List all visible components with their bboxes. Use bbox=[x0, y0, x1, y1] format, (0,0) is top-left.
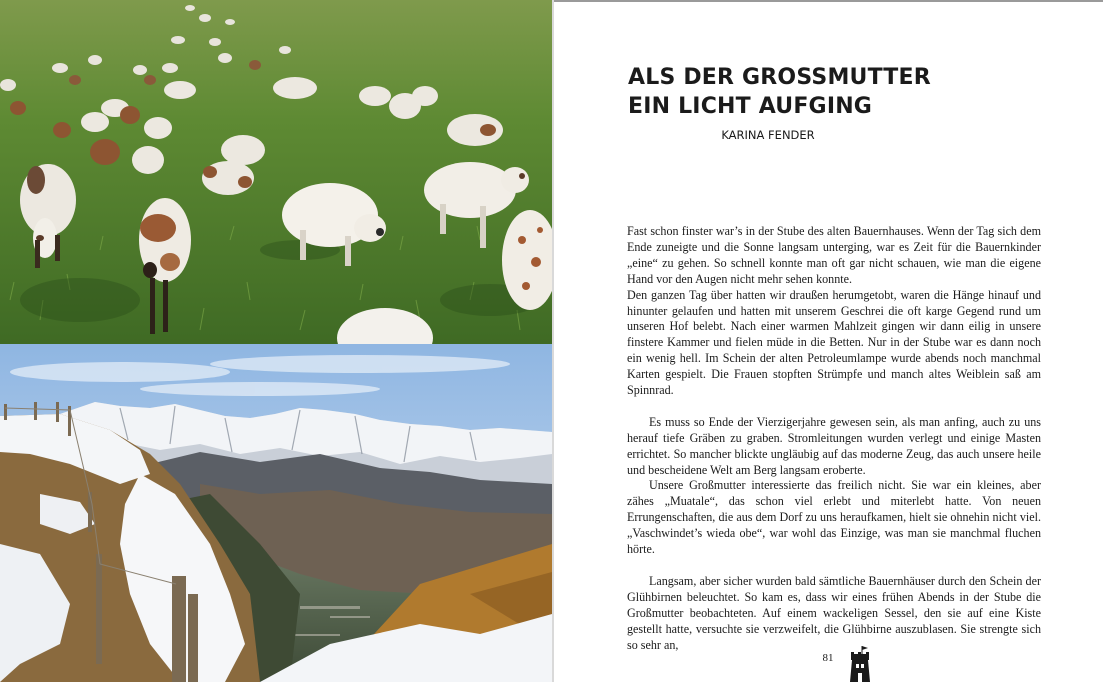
paragraph: Den ganzen Tag über hatten wir draußen herumgetobt, waren die Hänge hinauf und hinunter gelaufen und hatten mit unserem Geschrei die oft karge Gegend rund um unseren Hof belebt. Nach einer warmen Mahlzeit gingen wir dann eilig in unsere finstere Kammer und fielen müde in die Betten. Nur in der Stube war es dann noch ein wenig hell. Im Schein der alten Petroleumlampe wurde abends noch manchmal Karten gespielt. Die Frauen stopften Strümpfe und manch altes Weiblein saß am Spinnrad. bbox=[627, 287, 1041, 398]
article-title bbox=[628, 63, 1048, 121]
page-number: 81 bbox=[822, 652, 834, 664]
article-title-line-2: EIN LICHT AUFGING bbox=[628, 94, 873, 119]
paragraph: Langsam, aber sicher wurden bald sämtliche Bauernhäuser durch den Schein der Glühbirnen beleuchtet. So kam es, dass wir eines frühen Abends in der Stube die Großmutter beobachteten. Auf einem wackeligen Sessel, den sie auf eine Kiste gestellt hatte, versuchte sie verzweifelt, die Glühbirne auszublasen. Sie strengte sich so sehr an, bbox=[627, 573, 1041, 652]
alpine-panorama-photo bbox=[0, 344, 552, 682]
sheep-meadow-photo bbox=[0, 0, 552, 344]
paragraph: Fast schon finster war’s in der Stube des alten Bauernhauses. Wenn der Tag sich dem Ende zuneigte und die Sonne langsam unterging, war es Zeit für die Bauernkinder „eine“ zu gehen. So schnell konnte man oft gar nicht schauen, wie man die eigene Hand vor den Augen nicht mehr sehen konnte. bbox=[627, 224, 1041, 286]
paragraph: Es muss so Ende der Vierzigerjahre gewesen sein, als man anfing, auch zu uns herauf tiefe Gräben zu graben. Stromleitungen wurden verlegt und einige Masten errichtet. So mancher blickte ungläubig auf das moderne Zeug, das auch unsere heile und bescheidene Welt am Berg langsam eroberte. bbox=[627, 414, 1041, 477]
article-author: KARINA FENDER bbox=[721, 128, 815, 142]
article-body bbox=[627, 224, 1041, 653]
page-top-rule bbox=[554, 0, 1103, 2]
page-gutter bbox=[552, 0, 554, 682]
tower-icon bbox=[846, 646, 874, 682]
article-title-line-1: ALS DER GROSSMUTTER bbox=[628, 65, 931, 90]
paragraph: Unsere Großmutter interessierte das freilich nicht. Sie war ein kleines, aber zähes „Muatale“, das schon viel erlebt und miterlebt hatte. Von neuen Errungenschaften, die aus dem Dorf zu uns heraufkamen, hielt sie ohnehin nicht viel. „Vaschwindet’s wieda obe“, war wohl das Einzige, was man sie manchmal fluchen hörte. bbox=[627, 478, 1041, 557]
